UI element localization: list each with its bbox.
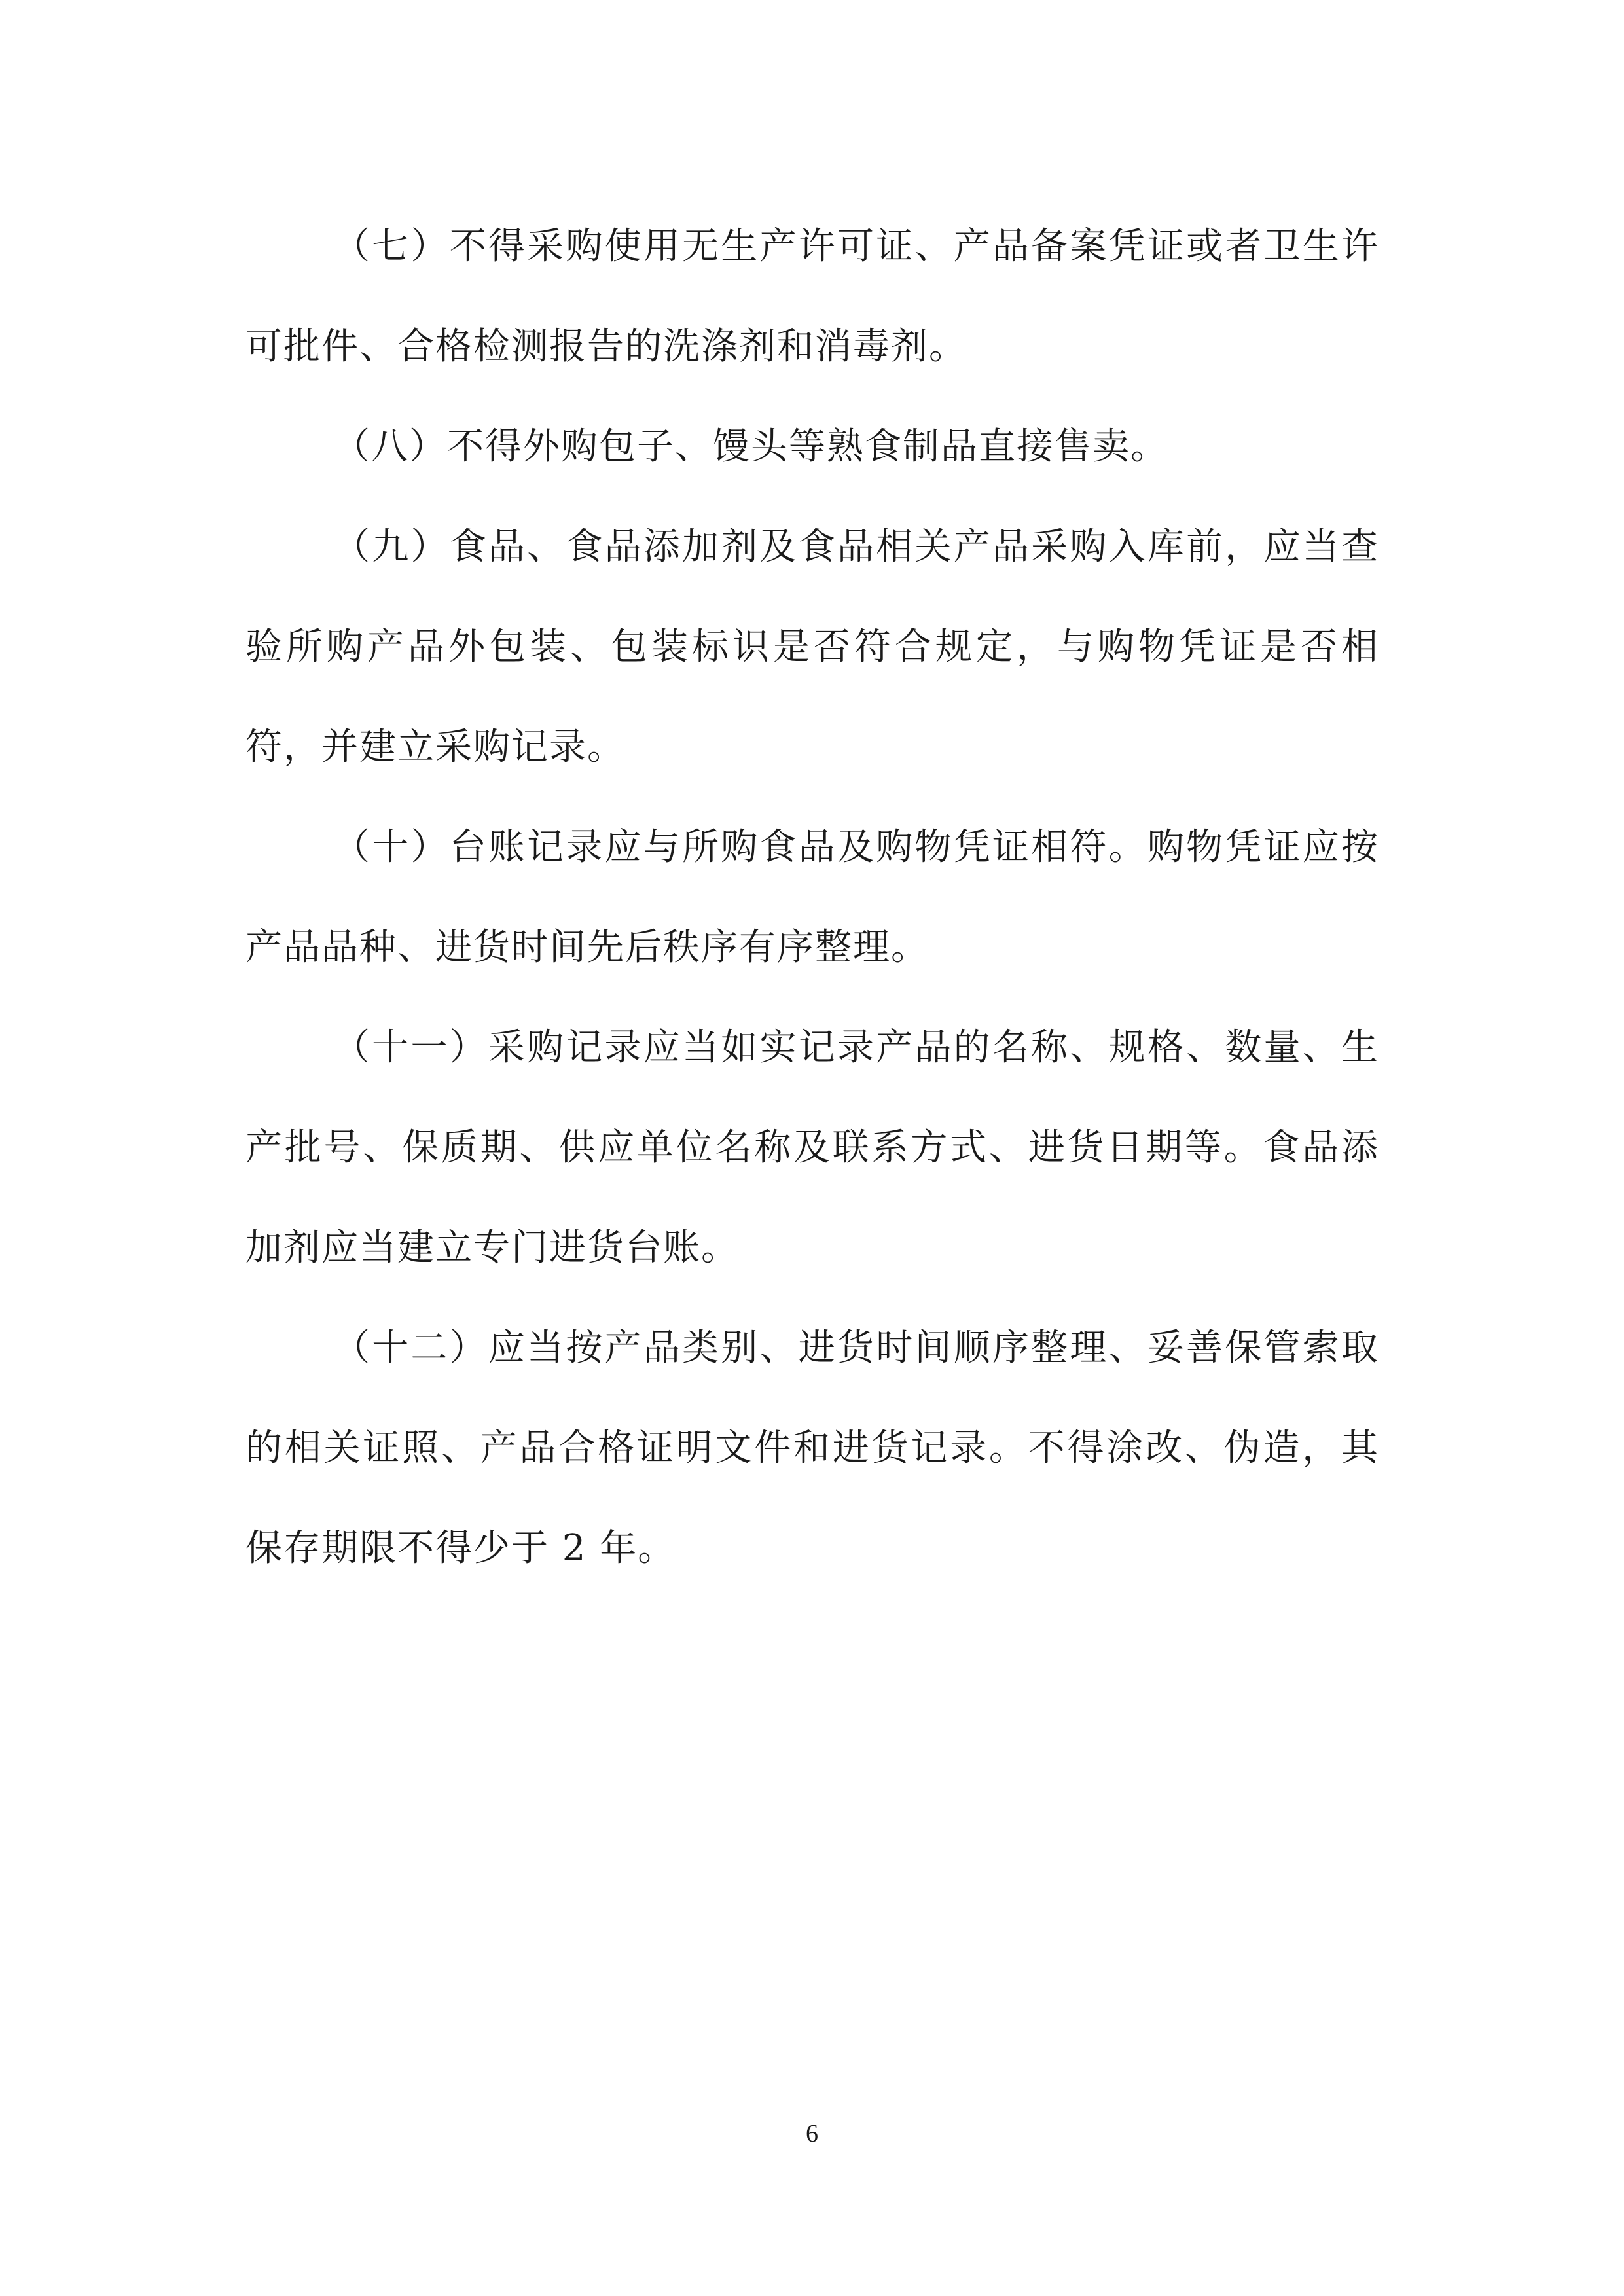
body-text bbox=[245, 196, 1379, 1598]
paragraph-8: （八）不得外购包子、馒头等熟食制品直接售卖。 bbox=[333, 425, 1168, 468]
paragraph-11: （十一）采购记录应当如实记录产品的名称、规格、数量、生产批号、保质期、供应单位名称及联系方式、进货日期等。食品添加剂应当建立专门进货台账。 bbox=[245, 1026, 1379, 1269]
paragraph-12: （十二）应当按产品类别、进货时间顺序整理、妥善保管索取的相关证照、产品合格证明文件和进货记录。不得涂改、伪造，其保存期限不得少于 2 年。 bbox=[245, 1327, 1379, 1570]
paragraph-7: （七）不得采购使用无生产许可证、产品备案凭证或者卫生许可批件、合格检测报告的洗涤剂和消毒剂。 bbox=[245, 225, 1379, 368]
paragraph-9: （九）食品、食品添加剂及食品相关产品采购入库前，应当查验所购产品外包装、包装标识是否符合规定，与购物凭证是否相符，并建立采购记录。 bbox=[245, 526, 1379, 768]
page-number: 6 bbox=[806, 2120, 818, 2147]
paragraph-10: （十）台账记录应与所购食品及购物凭证相符。购物凭证应按产品品种、进货时间先后秩序有序整理。 bbox=[245, 826, 1379, 969]
